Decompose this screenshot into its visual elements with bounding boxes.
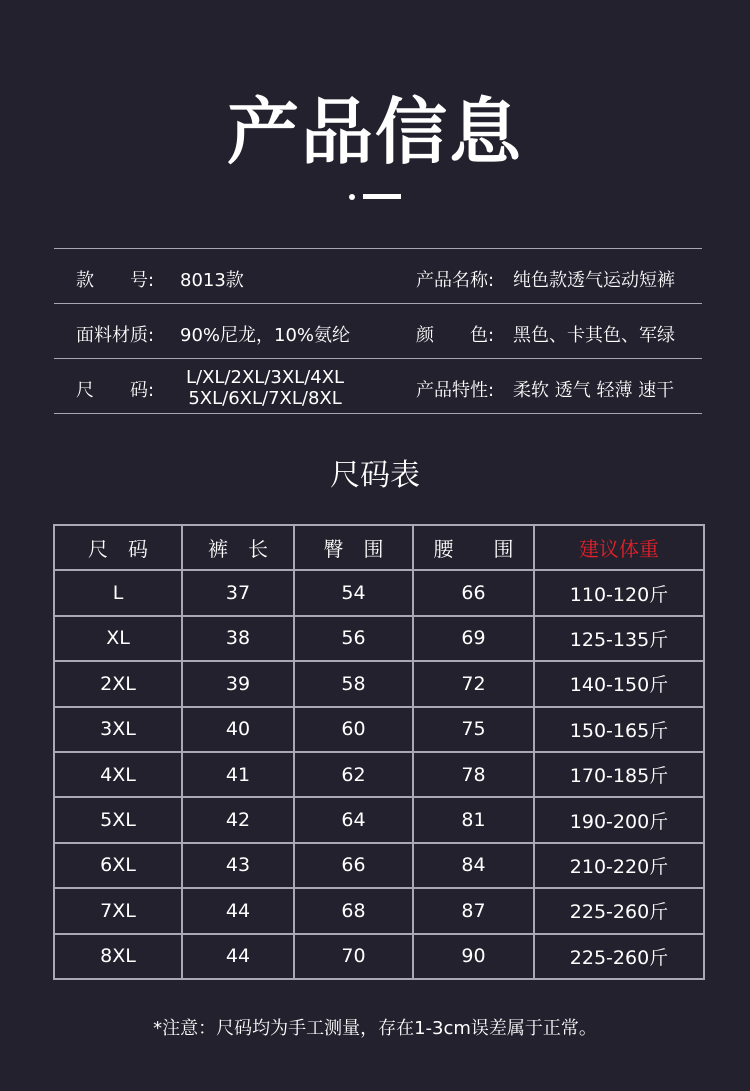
cell-length: 38 xyxy=(182,616,294,661)
cell-size: 6XL xyxy=(54,843,182,888)
cell-hip: 62 xyxy=(294,752,413,797)
cell-size: L xyxy=(54,570,182,615)
cell-hip: 54 xyxy=(294,570,413,615)
cell-weight: 110-120斤 xyxy=(534,570,704,615)
cell-weight: 225-260斤 xyxy=(534,934,704,979)
cell-length: 40 xyxy=(182,707,294,752)
fabric-label: 面料材质: xyxy=(76,325,155,346)
cell-length: 44 xyxy=(182,888,294,933)
cell-length: 44 xyxy=(182,934,294,979)
table-row xyxy=(54,570,704,615)
cell-weight: 125-135斤 xyxy=(534,616,704,661)
cell-weight: 150-165斤 xyxy=(534,707,704,752)
cell-waist: 78 xyxy=(413,752,534,797)
cell-weight: 190-200斤 xyxy=(534,797,704,842)
deco-dot xyxy=(349,194,355,200)
cell-length: 42 xyxy=(182,797,294,842)
header-size: 尺 码 xyxy=(54,525,182,570)
table-header-row xyxy=(54,525,704,570)
header-waist: 腰 围 xyxy=(413,525,534,570)
model-value: 8013款 xyxy=(180,270,244,291)
cell-waist: 81 xyxy=(413,797,534,842)
size-value-line1: L/XL/2XL/3XL/4XL xyxy=(186,367,345,388)
cell-size: XL xyxy=(54,616,182,661)
size-table xyxy=(53,524,705,980)
info-row xyxy=(54,249,702,303)
cell-size: 4XL xyxy=(54,752,182,797)
table-row xyxy=(54,661,704,706)
cell-size: 2XL xyxy=(54,661,182,706)
size-value-line2: 5XL/6XL/7XL/8XL xyxy=(188,388,342,409)
cell-length: 37 xyxy=(182,570,294,615)
header-hip: 臀 围 xyxy=(294,525,413,570)
cell-weight: 170-185斤 xyxy=(534,752,704,797)
cell-waist: 90 xyxy=(413,934,534,979)
cell-size: 8XL xyxy=(54,934,182,979)
cell-length: 39 xyxy=(182,661,294,706)
cell-waist: 87 xyxy=(413,888,534,933)
table-row xyxy=(54,752,704,797)
deco-dash xyxy=(363,194,401,199)
cell-length: 41 xyxy=(182,752,294,797)
cell-waist: 84 xyxy=(413,843,534,888)
name-value: 纯色款透气运动短裤 xyxy=(513,270,675,291)
color-value: 黑色、卡其色、军绿 xyxy=(513,325,675,346)
size-label: 尺 码: xyxy=(76,380,155,401)
cell-weight: 225-260斤 xyxy=(534,888,704,933)
divider xyxy=(54,413,702,414)
cell-weight: 210-220斤 xyxy=(534,843,704,888)
cell-waist: 75 xyxy=(413,707,534,752)
page-title: 产品信息 xyxy=(226,90,523,174)
size-chart-title: 尺码表 xyxy=(330,458,420,493)
table-row xyxy=(54,616,704,661)
cell-weight: 140-150斤 xyxy=(534,661,704,706)
cell-hip: 70 xyxy=(294,934,413,979)
header-weight: 建议体重 xyxy=(534,525,704,570)
cell-hip: 66 xyxy=(294,843,413,888)
cell-hip: 68 xyxy=(294,888,413,933)
info-row xyxy=(54,359,702,413)
cell-hip: 60 xyxy=(294,707,413,752)
table-row xyxy=(54,843,704,888)
cell-hip: 64 xyxy=(294,797,413,842)
color-label: 颜 色: xyxy=(416,325,495,346)
table-row xyxy=(54,934,704,979)
table-row xyxy=(54,707,704,752)
cell-waist: 72 xyxy=(413,661,534,706)
cell-hip: 58 xyxy=(294,661,413,706)
cell-size: 7XL xyxy=(54,888,182,933)
header-length: 裤 长 xyxy=(182,525,294,570)
cell-hip: 56 xyxy=(294,616,413,661)
table-row xyxy=(54,888,704,933)
feature-value: 柔软 透气 轻薄 速干 xyxy=(513,380,675,401)
cell-size: 5XL xyxy=(54,797,182,842)
model-label: 款 号: xyxy=(76,270,155,291)
feature-label: 产品特性: xyxy=(416,380,495,401)
cell-length: 43 xyxy=(182,843,294,888)
name-label: 产品名称: xyxy=(416,270,495,291)
size-value xyxy=(186,367,344,409)
cell-waist: 66 xyxy=(413,570,534,615)
title-decoration xyxy=(349,192,401,202)
cell-waist: 69 xyxy=(413,616,534,661)
product-info xyxy=(54,248,702,414)
cell-size: 3XL xyxy=(54,707,182,752)
table-row xyxy=(54,797,704,842)
info-row xyxy=(54,304,702,358)
measurement-note: *注意：尺码均为手工测量，存在1-3cm误差属于正常。 xyxy=(153,1018,597,1039)
fabric-value: 90%尼龙，10%氨纶 xyxy=(180,325,351,346)
